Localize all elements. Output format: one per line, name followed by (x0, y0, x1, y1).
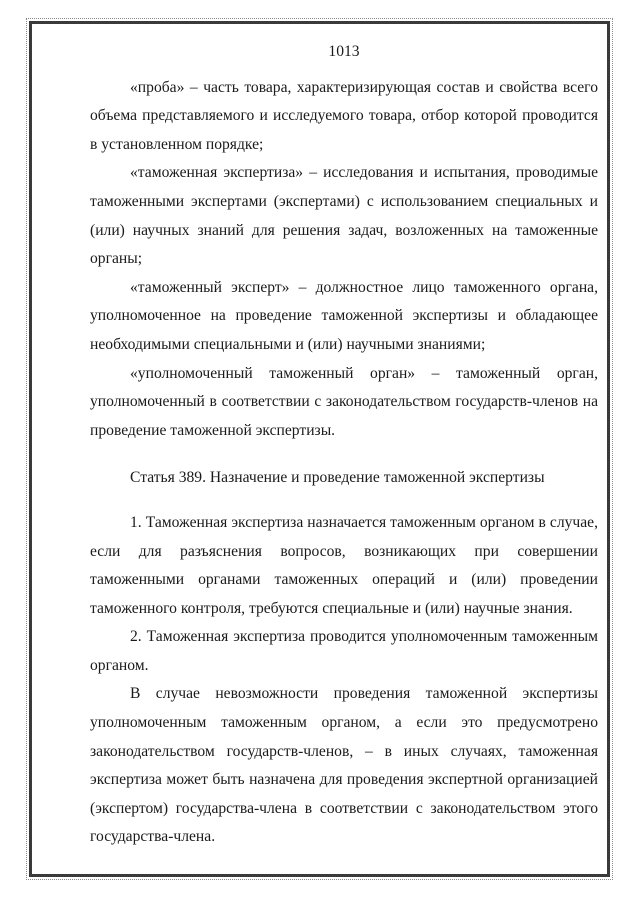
definition-customs-expert: «таможенный эксперт» – должностное лицо таможенного органа, уполномоченное на проведение таможенной экспертизы и обладающее необходимыми специальными и (или) научными знаниями; (90, 278, 598, 353)
article-paragraph-1: 1. Таможенная экспертиза назначается таможенным органом в случае, если для разъяснения вопросов, возникающих при совершении таможенными органами таможенных операций и (или) проведении таможенного контроля, требуются специальные и (или) научные знания. (90, 513, 598, 617)
document-page (29, 21, 610, 877)
article-heading: Статья 389. Назначение и проведение таможенной экспертизы (130, 469, 545, 487)
definition-proba: «проба» – часть товара, характеризирующая состав и свойства всего объема представляемого и исследуемого товара, отбор которой проводится в установленном порядке; (90, 78, 598, 153)
article-paragraph-3: В случае невозможности проведения таможенной экспертизы уполномоченным таможенным органом, а если это предусмотрено законодательством государств-членов, – в иных случаях, таможенная экспертиза может быть назначена для проведения экспертной организацией (экспертом) государства-члена в соответствии с законодательством этого государства-члена. (90, 685, 598, 846)
definition-customs-expertise: «таможенная экспертиза» – исследования и испытания, проводимые таможенными экспертами (экспертами) с использованием специальных и (или) научных знаний для решения задач, возложенных на таможенные органы; (90, 164, 598, 268)
article-paragraph-2: 2. Таможенная экспертиза проводится уполномоченным таможенным органом. (90, 628, 598, 674)
definition-authorized-customs-body: «уполномоченный таможенный орган» – таможенный орган, уполномоченный в соответствии с законодательством государств-членов на проведение таможенной экспертизы. (90, 364, 598, 439)
page-content (90, 38, 598, 852)
page-number: 1013 (328, 43, 360, 60)
